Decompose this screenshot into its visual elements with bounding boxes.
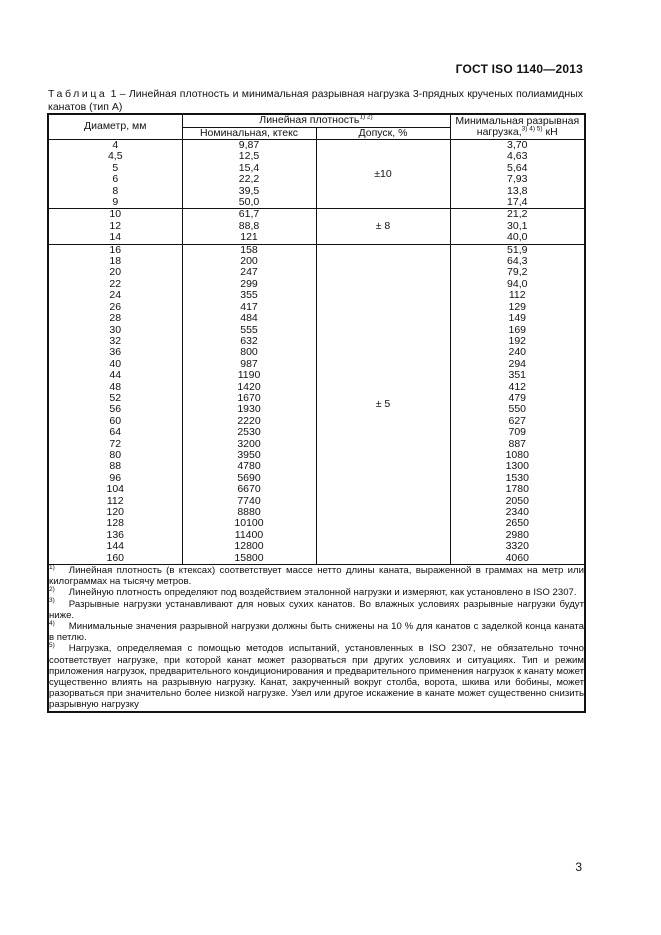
footnote: [49, 587, 584, 598]
cell-min-load: 79,2: [450, 267, 585, 278]
cell-min-load: 13,8: [450, 186, 585, 197]
cell-nominal: 417: [182, 302, 316, 313]
cell-nominal: 6670: [182, 484, 316, 495]
cell-nominal: 15,4: [182, 163, 316, 174]
header-tolerance: Допуск, %: [316, 127, 450, 140]
header-min-load-line1: Минимальная разрывная: [455, 114, 580, 127]
cell-diameter: 18: [48, 256, 182, 267]
cell-nominal: 9,87: [182, 140, 316, 152]
cell-min-load: 1530: [450, 473, 585, 484]
cell-nominal: 299: [182, 279, 316, 290]
cell-min-load: 169: [450, 325, 585, 336]
cell-diameter: 128: [48, 518, 182, 529]
cell-diameter: 104: [48, 484, 182, 495]
cell-diameter: 64: [48, 427, 182, 438]
cell-diameter: 60: [48, 416, 182, 427]
cell-diameter: 80: [48, 450, 182, 461]
cell-min-load: 2980: [450, 530, 585, 541]
cell-diameter: 4,5: [48, 151, 182, 162]
footnote-mark: 5): [49, 642, 55, 650]
cell-nominal: 11400: [182, 530, 316, 541]
table-row: [48, 140, 585, 152]
cell-diameter: 120: [48, 507, 182, 518]
page-number: 3: [575, 860, 582, 874]
cell-nominal: 7740: [182, 496, 316, 507]
header-min-breaking-load: [450, 114, 585, 140]
cell-diameter: 26: [48, 302, 182, 313]
cell-min-load: 40,0: [450, 232, 585, 244]
cell-min-load: 112: [450, 290, 585, 301]
header-linear-density: [182, 114, 450, 127]
cell-diameter: 88: [48, 461, 182, 472]
cell-diameter: 144: [48, 541, 182, 552]
cell-min-load: 7,93: [450, 174, 585, 185]
cell-diameter: 48: [48, 382, 182, 393]
footnote-ref: 1) 2): [359, 113, 373, 121]
table-caption: [48, 88, 583, 113]
cell-nominal: 8880: [182, 507, 316, 518]
footnote: [49, 621, 584, 643]
cell-diameter: 160: [48, 553, 182, 565]
cell-nominal: 158: [182, 244, 316, 256]
footnote-mark: 3): [49, 597, 55, 605]
header-diameter: Диаметр, мм: [48, 114, 182, 140]
cell-diameter: 12: [48, 221, 182, 232]
footnote-text: Нагрузка, определяемая с помощью методов испытаний, установленных в ISO 2307, не обязательно точно соответствует нагрузке, при которой канат может разорваться при других условиях и ситуациях. Тип и режим приложения нагрузок, предварительного кондиционирования и предварительного применения нагрузок к канату может существенно влиять на разрывную нагрузку. Канат, закрученный вокруг столба, ворота, шкива или бобины, может разорваться при значительно более низкой нагрузке. Узел или другое искажение в канате может существенно снизить разрывную нагрузку: [49, 643, 584, 711]
cell-nominal: 3200: [182, 439, 316, 450]
header-min-load-unit: кН: [545, 126, 558, 138]
header-nominal: Номинальная, ктекс: [182, 127, 316, 140]
header-min-load-line2: [451, 127, 585, 139]
cell-min-load: 2340: [450, 507, 585, 518]
cell-nominal: 22,2: [182, 174, 316, 185]
cell-min-load: 550: [450, 404, 585, 415]
table-row: [48, 244, 585, 256]
cell-min-load: 887: [450, 439, 585, 450]
cell-nominal: 484: [182, 313, 316, 324]
cell-min-load: 64,3: [450, 256, 585, 267]
cell-min-load: 4060: [450, 553, 585, 565]
cell-nominal: 10100: [182, 518, 316, 529]
cell-diameter: 9: [48, 197, 182, 209]
cell-diameter: 32: [48, 336, 182, 347]
caption-text: – Линейная плотность и минимальная разрывная нагрузка 3-прядных крученых полиамидных канатов (тип А): [48, 88, 584, 113]
cell-diameter: 28: [48, 313, 182, 324]
cell-min-load: 2650: [450, 518, 585, 529]
cell-nominal: 555: [182, 325, 316, 336]
footnote-text: Линейную плотность определяют под воздействием эталонной нагрузки и измеряют, как установлено в ISO 2307.: [68, 587, 577, 599]
cell-diameter: 5: [48, 163, 182, 174]
cell-min-load: 1780: [450, 484, 585, 495]
cell-diameter: 112: [48, 496, 182, 507]
cell-diameter: 72: [48, 439, 182, 450]
cell-diameter: 52: [48, 393, 182, 404]
cell-nominal: 39,5: [182, 186, 316, 197]
cell-min-load: 1080: [450, 450, 585, 461]
cell-min-load: 240: [450, 347, 585, 358]
cell-min-load: 3320: [450, 541, 585, 552]
cell-diameter: 14: [48, 232, 182, 244]
cell-nominal: 355: [182, 290, 316, 301]
footnote-text: Минимальные значения разрывной нагрузки должны быть снижены на 10 % для канатов с заделкой конца каната в петлю.: [49, 621, 584, 644]
cell-tolerance: ±10: [316, 140, 450, 209]
cell-diameter: 20: [48, 267, 182, 278]
cell-min-load: 30,1: [450, 221, 585, 232]
cell-diameter: 96: [48, 473, 182, 484]
cell-nominal: 12800: [182, 541, 316, 552]
cell-diameter: 24: [48, 290, 182, 301]
cell-diameter: 4: [48, 140, 182, 152]
footnote: [49, 643, 584, 710]
cell-min-load: 5,64: [450, 163, 585, 174]
cell-nominal: 200: [182, 256, 316, 267]
footnote-text: Разрывные нагрузки устанавливают для новых сухих канатов. Во влажных условиях разрывные нагрузки будут ниже.: [49, 598, 584, 621]
cell-min-load: 94,0: [450, 279, 585, 290]
cell-nominal: 1420: [182, 382, 316, 393]
cell-nominal: 800: [182, 347, 316, 358]
footnote: [49, 565, 584, 587]
cell-min-load: 627: [450, 416, 585, 427]
cell-min-load: 129: [450, 302, 585, 313]
cell-min-load: 3,70: [450, 140, 585, 152]
cell-diameter: 136: [48, 530, 182, 541]
cell-tolerance: ± 8: [316, 209, 450, 244]
footnote-mark: 2): [49, 586, 55, 594]
cell-diameter: 30: [48, 325, 182, 336]
cell-nominal: 121: [182, 232, 316, 244]
cell-nominal: 247: [182, 267, 316, 278]
cell-diameter: 36: [48, 347, 182, 358]
cell-nominal: 2530: [182, 427, 316, 438]
cell-diameter: 44: [48, 370, 182, 381]
cell-nominal: 987: [182, 359, 316, 370]
cell-diameter: 8: [48, 186, 182, 197]
cell-min-load: 351: [450, 370, 585, 381]
caption-word: Таблица: [48, 88, 108, 100]
cell-nominal: 3950: [182, 450, 316, 461]
cell-min-load: 192: [450, 336, 585, 347]
cell-nominal: 632: [182, 336, 316, 347]
cell-nominal: 4780: [182, 461, 316, 472]
footnote-mark: 4): [49, 619, 55, 627]
caption-number: 1: [110, 88, 117, 100]
table-body: [48, 140, 585, 565]
cell-min-load: 294: [450, 359, 585, 370]
document-code: ГОСТ ISO 1140—2013: [455, 62, 583, 76]
cell-diameter: 22: [48, 279, 182, 290]
footnote-ref: 3) 4) 5): [521, 125, 543, 133]
cell-diameter: 56: [48, 404, 182, 415]
header-min-load-label: нагрузка,: [476, 126, 522, 138]
cell-nominal: 1190: [182, 370, 316, 381]
cell-diameter: 16: [48, 244, 182, 256]
cell-min-load: 51,9: [450, 244, 585, 256]
cell-diameter: 40: [48, 359, 182, 370]
cell-nominal: 88,8: [182, 221, 316, 232]
cell-diameter: 10: [48, 209, 182, 221]
cell-min-load: 149: [450, 313, 585, 324]
cell-min-load: 709: [450, 427, 585, 438]
cell-min-load: 1300: [450, 461, 585, 472]
footnote: [49, 599, 584, 621]
cell-min-load: 17,4: [450, 197, 585, 209]
cell-nominal: 61,7: [182, 209, 316, 221]
cell-nominal: 1670: [182, 393, 316, 404]
table-notes: [48, 565, 585, 712]
cell-nominal: 15800: [182, 553, 316, 565]
cell-nominal: 2220: [182, 416, 316, 427]
cell-min-load: 2050: [450, 496, 585, 507]
footnote-mark: 1): [49, 563, 55, 571]
header-linear-density-label: Линейная плотность: [259, 114, 360, 126]
table-row: [48, 209, 585, 221]
cell-nominal: 12,5: [182, 151, 316, 162]
cell-min-load: 4,63: [450, 151, 585, 162]
footnote-text: Линейная плотность (в ктексах) соответствует массе нетто длины каната, выраженной в граммах на метр или килограммах на тысячу метров.: [49, 565, 584, 588]
cell-min-load: 21,2: [450, 209, 585, 221]
cell-diameter: 6: [48, 174, 182, 185]
cell-nominal: 50,0: [182, 197, 316, 209]
cell-tolerance: ± 5: [316, 244, 450, 564]
cell-min-load: 479: [450, 393, 585, 404]
cell-nominal: 1930: [182, 404, 316, 415]
cell-min-load: 412: [450, 382, 585, 393]
cell-nominal: 5690: [182, 473, 316, 484]
data-table: [47, 113, 586, 713]
